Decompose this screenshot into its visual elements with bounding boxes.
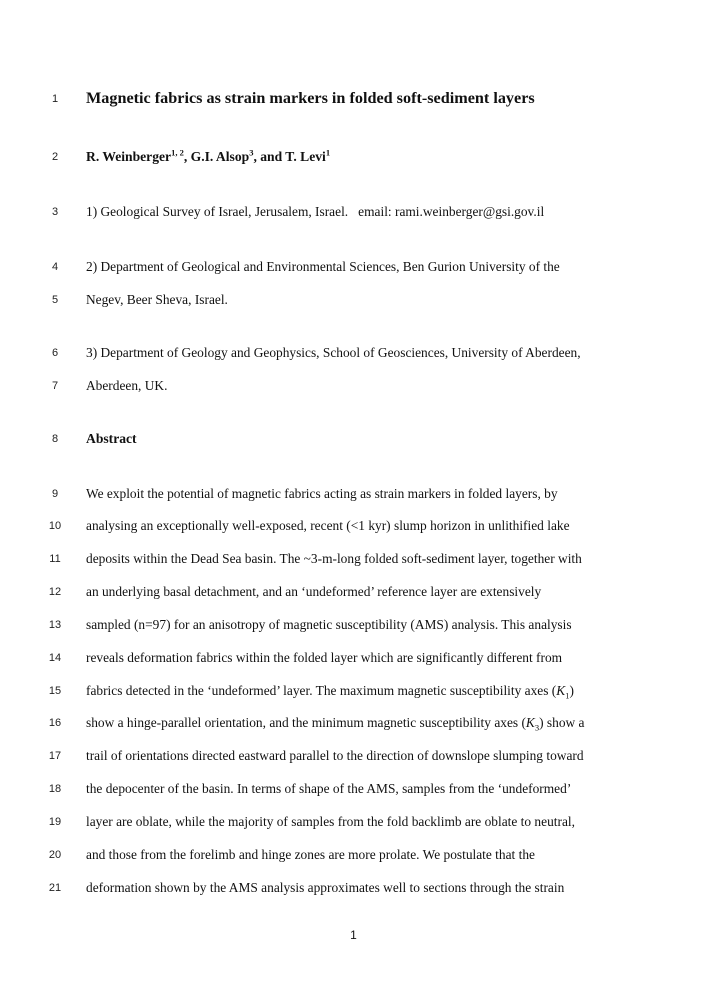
abstract-line (86, 683, 574, 699)
affiliation-1: 1) Geological Survey of Israel, Jerusalem, Israel. email: rami.weinberger@gsi.gov.il (86, 204, 545, 219)
line-number: 17 (48, 750, 62, 762)
abstract-line (86, 715, 584, 731)
author-name: R. Weinberger (86, 149, 172, 164)
line-number: 11 (49, 553, 61, 565)
line-number: 1 (51, 93, 59, 105)
line-number: 3 (51, 206, 59, 218)
line-8 (0, 430, 707, 450)
paper-title: Magnetic fabrics as strain markers in folded soft-sediment layers (86, 89, 535, 107)
abstract-line: an underlying basal detachment, and an ‘undeformed’ reference layer are extensively (86, 584, 542, 599)
line-12 (0, 583, 707, 603)
affiliation-2-line-1: 2) Department of Geological and Environmental Sciences, Ben Gurion University of the (86, 259, 560, 274)
abstract-line: deposits within the Dead Sea basin. The ~3-m-long folded soft-sediment layer, together with (86, 551, 582, 566)
line-2 (0, 148, 707, 168)
affiliation-2-line-2: Negev, Beer Sheva, Israel. (86, 292, 228, 307)
affiliation-marker: 3 (249, 147, 254, 158)
line-number: 8 (51, 433, 59, 445)
line-18 (0, 780, 707, 800)
line-19 (0, 813, 707, 833)
author-name: , and T. Levi (253, 149, 326, 164)
symbol-k: K (556, 683, 566, 698)
abstract-text: ) show a (539, 715, 585, 730)
line-15 (0, 682, 707, 702)
line-7 (0, 377, 707, 397)
page-number: 1 (350, 928, 357, 942)
abstract-line: trail of orientations directed eastward parallel to the direction of downslope slumping toward (86, 748, 584, 763)
line-number: 9 (51, 488, 59, 500)
line-number: 14 (48, 652, 62, 664)
line-13 (0, 616, 707, 636)
line-1 (0, 90, 707, 110)
symbol-subscript: 1 (565, 690, 570, 701)
line-14 (0, 649, 707, 669)
abstract-line: the depocenter of the basin. In terms of shape of the AMS, samples from the ‘undeformed’ (86, 781, 572, 796)
line-number: 18 (48, 783, 62, 795)
abstract-line: sampled (n=97) for an anisotropy of magnetic susceptibility (AMS) analysis. This analysis (86, 617, 572, 632)
symbol-k: K (525, 715, 535, 730)
affiliation-3-line-2: Aberdeen, UK. (86, 378, 168, 393)
line-16 (0, 714, 707, 734)
line-10 (0, 517, 707, 537)
line-20 (0, 846, 707, 866)
line-number: 19 (48, 816, 62, 828)
line-number: 20 (48, 849, 62, 861)
abstract-text: ) (569, 683, 574, 698)
line-number: 21 (48, 882, 62, 894)
abstract-line: analysing an exceptionally well-exposed, recent (<1 kyr) slump horizon in unlithified lake (86, 518, 570, 533)
affiliation-marker: 1, 2 (171, 147, 184, 158)
line-number: 15 (48, 685, 62, 697)
affiliation-marker: 1 (325, 147, 331, 158)
line-11 (0, 550, 707, 570)
line-17 (0, 747, 707, 767)
line-9 (0, 485, 707, 505)
line-number: 4 (51, 261, 59, 273)
abstract-line: and those from the forelimb and hinge zones are more prolate. We postulate that the (86, 847, 535, 862)
line-number: 2 (51, 151, 59, 163)
abstract-line: We exploit the potential of magnetic fabrics acting as strain markers in folded layers, by (86, 486, 558, 501)
author-name: , G.I. Alsop (183, 149, 250, 164)
line-4 (0, 258, 707, 278)
author-list (86, 149, 330, 165)
abstract-line: layer are oblate, while the majority of samples from the fold backlimb are oblate to neutral, (86, 814, 575, 829)
line-number: 6 (51, 347, 59, 359)
line-number: 10 (48, 520, 62, 532)
line-6 (0, 344, 707, 364)
line-number: 16 (48, 717, 62, 729)
line-21 (0, 879, 707, 899)
symbol-subscript: 3 (534, 722, 540, 733)
abstract-text: show a hinge-parallel orientation, and the minimum magnetic susceptibility axes ( (86, 715, 526, 730)
abstract-line: deformation shown by the AMS analysis approximates well to sections through the strain (86, 880, 565, 895)
abstract-line: reveals deformation fabrics within the folded layer which are significantly different from (86, 650, 563, 665)
affiliation-3-line-1: 3) Department of Geology and Geophysics, School of Geosciences, University of Aberdeen, (86, 345, 581, 360)
line-number: 7 (51, 380, 59, 392)
line-number: 12 (48, 586, 62, 598)
abstract-heading: Abstract (86, 431, 137, 446)
line-number: 5 (51, 294, 59, 306)
line-3 (0, 203, 707, 223)
line-5 (0, 291, 707, 311)
abstract-text: fabrics detected in the ‘undeformed’ layer. The maximum magnetic susceptibility axes ( (86, 683, 557, 698)
line-number: 13 (48, 619, 62, 631)
